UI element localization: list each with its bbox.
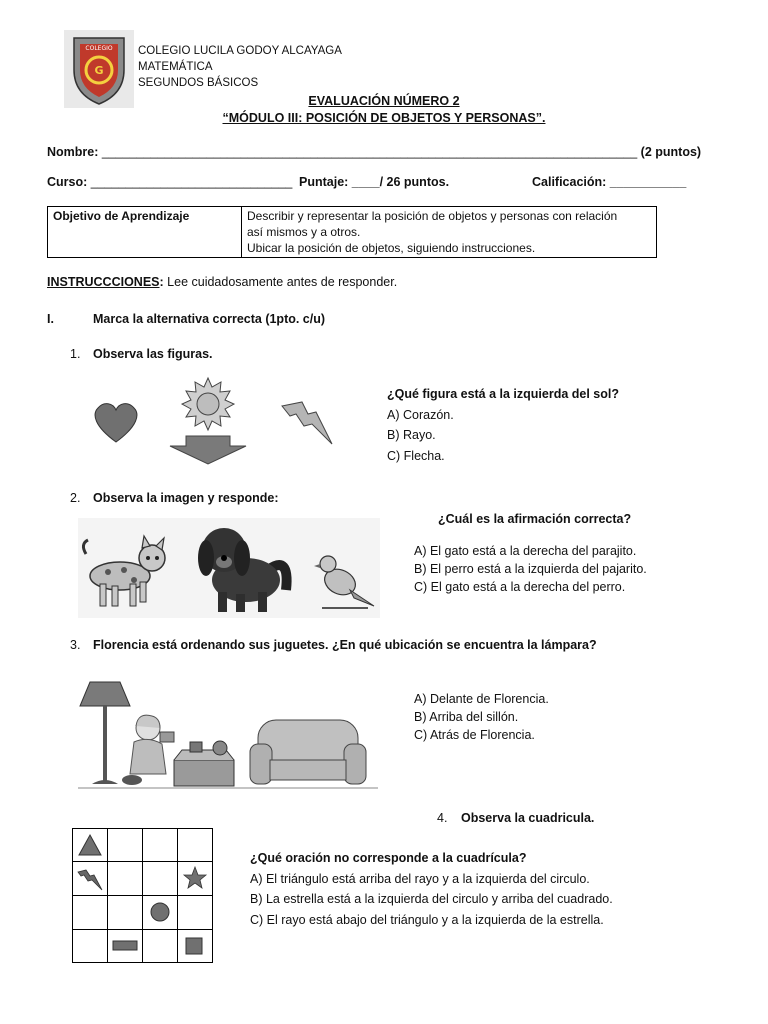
- section-number: I.: [47, 312, 54, 326]
- q4-grid: [72, 828, 214, 964]
- nombre-row: [47, 145, 701, 159]
- q4-number: 4.: [437, 811, 448, 825]
- objective-line-3: Ubicar la posición de objetos, siguiendo instrucciones.: [247, 241, 536, 255]
- curso-field[interactable]: _____________________________: [90, 175, 293, 189]
- school-name: COLEGIO LUCILA GODOY ALCAYAGA: [138, 45, 342, 57]
- toy-basket-icon: [174, 741, 234, 786]
- svg-text:G: G: [94, 64, 104, 77]
- q3-option-c[interactable]: C) Atrás de Florencia.: [414, 728, 535, 742]
- q4-title: Observa la cuadricula.: [461, 811, 595, 825]
- page-title: EVALUACIÓN NÚMERO 2: [308, 94, 460, 108]
- q4-option-c[interactable]: C) El rayo está abajo del triángulo y a la izquierda de la estrella.: [250, 913, 604, 927]
- q3-option-a[interactable]: A) Delante de Florencia.: [414, 692, 549, 706]
- q2-option-b[interactable]: B) El perro está a la izquierda del pajarito.: [414, 562, 647, 576]
- q2-number: 2.: [70, 491, 81, 505]
- instructions-text: Lee cuidadosamente antes de responder.: [163, 275, 398, 289]
- sofa-icon: [250, 720, 366, 784]
- lightning-icon: [282, 402, 332, 444]
- q1-option-c[interactable]: C) Flecha.: [387, 449, 445, 463]
- nombre-label: Nombre:: [47, 145, 99, 159]
- q2-animals: [78, 518, 380, 618]
- calificacion-field[interactable]: Calificación: ___________: [532, 175, 687, 189]
- curso-label: Curso:: [47, 175, 88, 189]
- q2-option-a[interactable]: A) El gato está a la derecha del parajito.: [414, 544, 637, 558]
- q2-option-c[interactable]: C) El gato está a la derecha del perro.: [414, 580, 626, 594]
- q4-option-a[interactable]: A) El triángulo está arriba del rayo y a la izquierda del circulo.: [250, 872, 590, 886]
- curso-row: [47, 175, 292, 189]
- q1-figures: [90, 376, 350, 468]
- objective-label: Objetivo de Aprendizaje: [48, 207, 242, 258]
- heart-icon: [95, 404, 137, 442]
- q1-number: 1.: [70, 347, 81, 361]
- lamp-icon: [80, 682, 130, 784]
- rectangle-icon: [113, 941, 137, 950]
- instructions-label: INSTRUCCCIONES: [47, 275, 160, 289]
- girl-icon: [122, 715, 174, 785]
- objective-line-1: Describir y representar la posición de objetos y personas con relación: [247, 209, 618, 223]
- page-subtitle: “MÓDULO III: POSICIÓN DE OBJETOS Y PERSONAS”.: [222, 111, 546, 125]
- objective-line-2: así mismos y a otros.: [247, 225, 361, 239]
- instructions: INSTRUCCCIONES: Lee cuidadosamente antes de responder.: [47, 275, 398, 289]
- q3-title: Florencia está ordenando sus juguetes. ¿En qué ubicación se encuentra la lámpara?: [93, 638, 597, 652]
- q4-option-b[interactable]: B) La estrella está a la izquierda del circulo y arriba del cuadrado.: [250, 892, 613, 906]
- arrow-down-icon: [170, 436, 246, 464]
- q3-scene: [78, 676, 378, 796]
- q4-question: ¿Qué oración no corresponde a la cuadrícula?: [250, 851, 527, 865]
- grade: SEGUNDOS BÁSICOS: [138, 77, 259, 89]
- q1-title: Observa las figuras.: [93, 347, 213, 361]
- section-title: Marca la alternativa correcta (1pto. c/u): [93, 312, 326, 326]
- q1-question: ¿Qué figura está a la izquierda del sol?: [387, 387, 620, 401]
- square-icon: [186, 938, 202, 954]
- q3-option-b[interactable]: B) Arriba del sillón.: [414, 710, 519, 724]
- puntaje-field[interactable]: Puntaje: ____/ 26 puntos.: [299, 175, 450, 189]
- sun-icon: [182, 378, 234, 430]
- nombre-field[interactable]: _____________________________________________________________________________: [101, 145, 638, 159]
- q2-question: ¿Cuál es la afirmación correcta?: [438, 512, 632, 526]
- q3-number: 3.: [70, 638, 81, 652]
- objective-table: [47, 206, 657, 258]
- subject: MATEMÁTICA: [138, 61, 213, 73]
- logo-text: COLEGIO: [85, 45, 113, 52]
- q1-option-b[interactable]: B) Rayo.: [387, 428, 436, 442]
- q2-title: Observa la imagen y responde:: [93, 491, 279, 505]
- q1-option-a[interactable]: A) Corazón.: [387, 408, 454, 422]
- circle-icon: [151, 903, 169, 921]
- nombre-points: (2 puntos): [640, 145, 702, 159]
